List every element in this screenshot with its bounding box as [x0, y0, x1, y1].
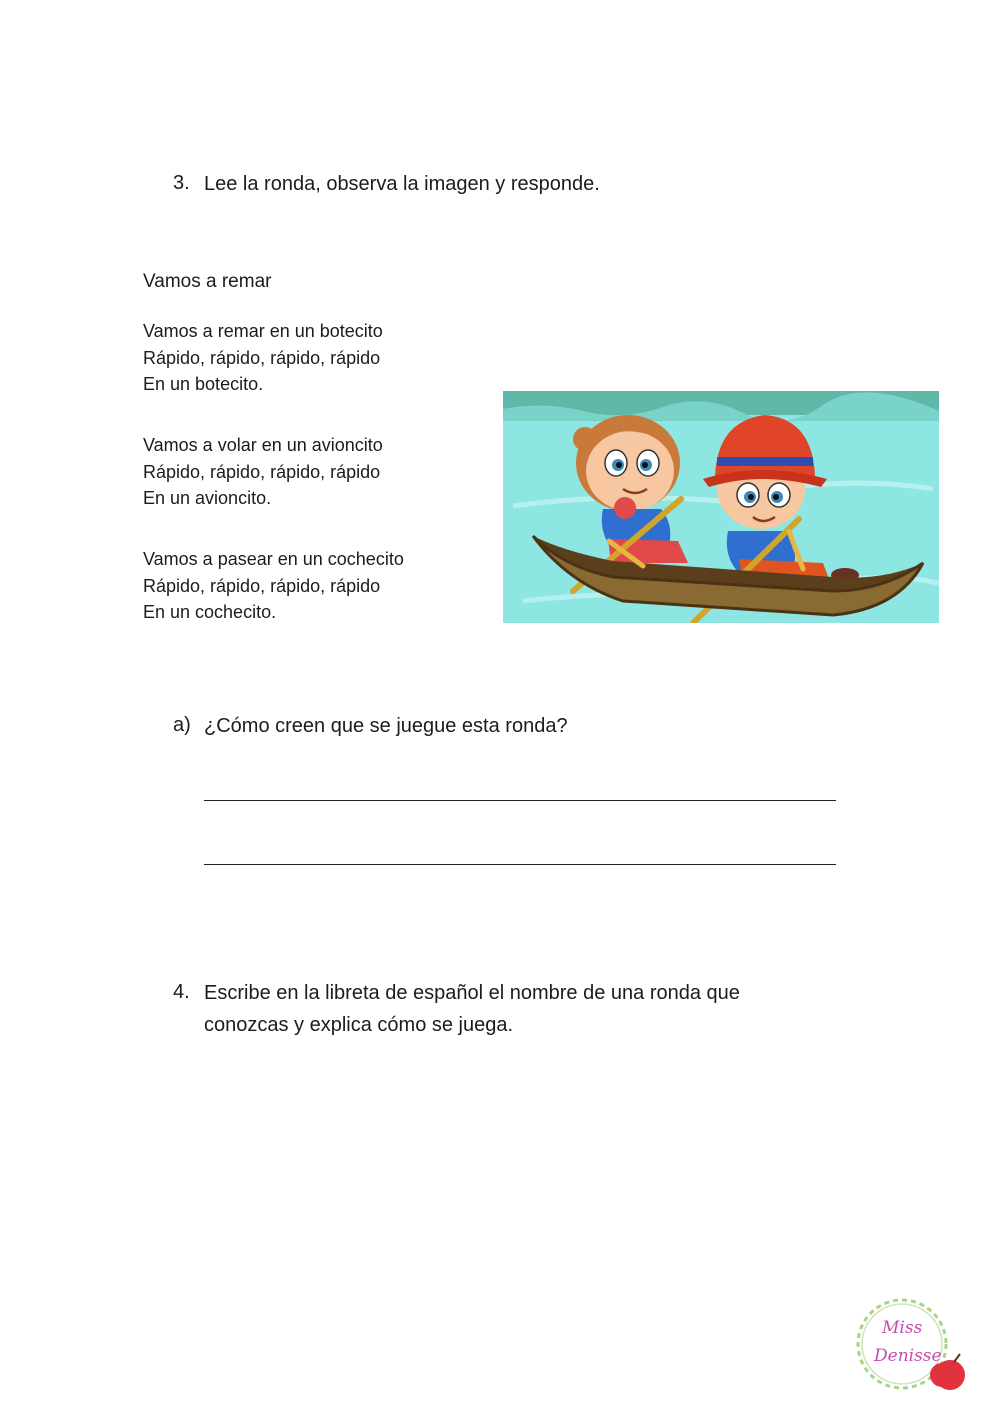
question-3a-text: ¿Cómo creen que se juegue esta ronda?	[204, 715, 568, 737]
stanza-line: En un avioncito.	[143, 488, 272, 508]
answer-line-2[interactable]	[204, 864, 836, 865]
stanza-line: Vamos a remar en un botecito	[143, 321, 383, 341]
question-4-text	[204, 977, 740, 1041]
question-3-text: Lee la ronda, observa la imagen y responde.	[204, 173, 600, 195]
stanza-line: Rápido, rápido, rápido, rápido	[143, 347, 381, 368]
logo-line-2: Denisse	[874, 1346, 942, 1366]
stanza-3	[143, 546, 404, 626]
stanza-line: Rápido, rápido, rápido, rápido	[143, 461, 381, 482]
stanza-1	[143, 318, 383, 398]
question-3-number: 3.	[173, 172, 190, 194]
logo-line-1: Miss	[882, 1318, 923, 1338]
rowing-kids-illustration	[503, 391, 939, 623]
stanza-line: Rápido, rápido, rápido, rápido	[143, 575, 381, 596]
question-4-line-2: conozcas y explica cómo se juega.	[204, 1014, 514, 1036]
stanza-line: Vamos a volar en un avioncito	[143, 435, 383, 455]
stanza-line: En un botecito.	[143, 374, 264, 394]
miss-denisse-logo	[846, 1296, 976, 1396]
question-4-line-1: Escribe en la libreta de español el nombre de una ronda que	[204, 982, 740, 1004]
question-4-number: 4.	[173, 981, 190, 1003]
poem-title: Vamos a remar	[143, 271, 272, 292]
answer-line-1[interactable]	[204, 800, 836, 801]
stanza-line: En un cochecito.	[143, 602, 277, 622]
stanza-line: Vamos a pasear en un cochecito	[143, 549, 404, 569]
stanza-2	[143, 432, 383, 512]
question-3a-label: a)	[173, 714, 191, 736]
